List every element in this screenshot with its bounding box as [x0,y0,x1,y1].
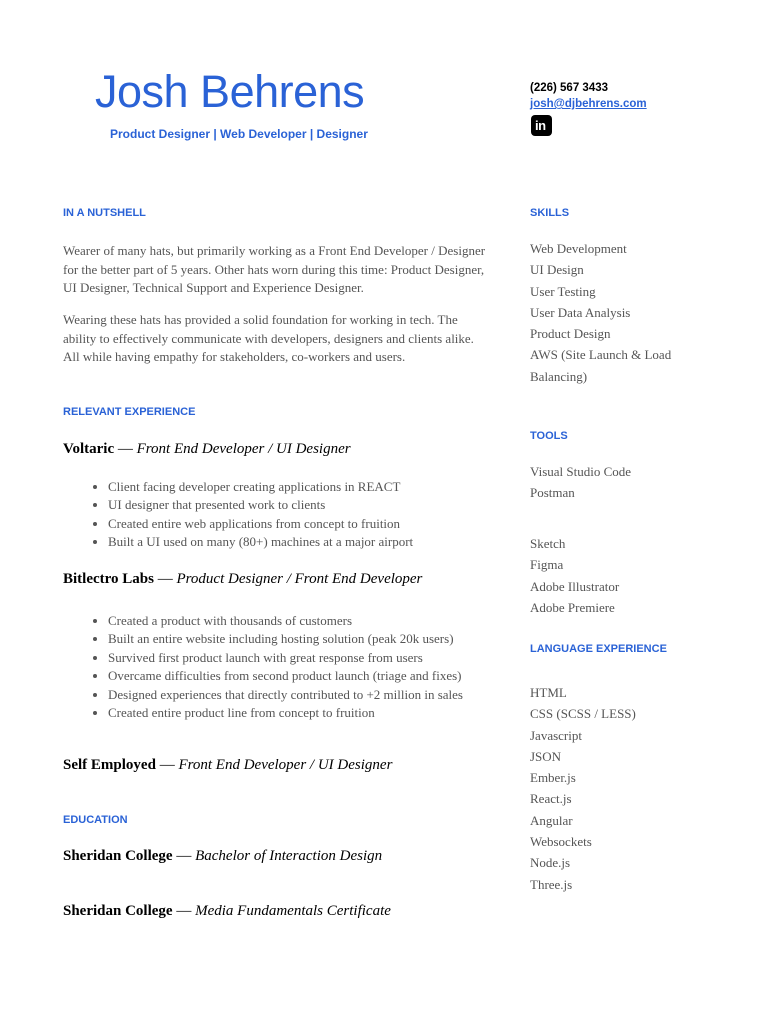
list-item: Visual Studio Code [530,464,632,479]
list-item: • Overcame difficulties from second product launch (triage and fixes) [108,667,463,685]
nutshell-paragraph-1: Wearer of many hats, but primarily working as a Front End Developer / Designer for the better part of 5 years. Other hats worn during this time: Product Designer, UI Designer, Technical Support and Experience Designer. [63,243,486,295]
list-item: Product Design [530,326,611,342]
section-heading-nutshell: IN A NUTSHELL [63,207,146,219]
list-item: Figma [530,557,564,573]
list-item: React.js [530,791,572,807]
list-item: HTML [530,685,567,700]
list-item: CSS (SCSS / LESS) [530,706,636,722]
education-entry: Sheridan College — Bachelor of Interaction Design [63,848,383,864]
list-item: • Designed experiences that directly contributed to +2 million in sales [108,686,463,704]
section-heading-experience: RELEVANT EXPERIENCE [63,406,196,418]
list-item: Three.js [530,876,573,892]
list-item: Angular [530,812,573,828]
email-link[interactable]: josh@djbehrens.com [530,98,647,110]
job-title-voltaric: Voltaric — Front End Developer / UI Designer [63,441,351,457]
list-item: • Survived first product launch with great response from users [108,649,463,667]
linkedin-icon[interactable] [531,115,552,136]
program-name: Bachelor of Interaction Design [195,848,383,864]
list-item: Node.js [530,855,571,871]
company-name: Voltaric [63,441,115,457]
resume-tagline: Product Designer | Web Developer | Designer [110,127,368,141]
list-item: UI Design [530,262,584,278]
list-item: • UI designer that presented work to clients [108,496,413,514]
list-item: • Built a UI used on many (80+) machines at a major airport [108,533,413,551]
school-name: Sheridan College [63,903,173,919]
section-heading-tools: TOOLS [530,430,568,442]
list-item: Adobe Premiere [530,599,615,615]
tools-list-editors [530,461,690,504]
section-heading-education: EDUCATION [63,814,128,826]
list-item: • Created a product with thousands of customers [108,612,463,630]
list-item: Adobe Illustrator [530,578,620,594]
list-item: Javascript [530,727,582,743]
job-title-self-employed: Self Employed — Front End Developer / UI Designer [63,757,393,773]
section-heading-languages: LANGUAGE EXPERIENCE [530,643,667,655]
resume-name: Josh Behrens [95,66,365,117]
section-heading-skills: SKILLS [530,207,570,219]
job-bullets-voltaric [63,478,413,552]
education-entry: Sheridan College — Media Fundamentals Certificate [63,903,391,919]
nutshell-paragraph-2: Wearing these hats has provided a solid foundation for working in tech. The ability to effectively communicate with developers, designers and clients alike. All while having empathy for stakeholders, co-workers and users. [63,312,474,364]
list-item: • Created entire web applications from concept to fruition [108,515,413,533]
list-item: JSON [530,748,562,764]
list-item: Sketch [530,536,566,551]
list-item: User Testing [530,283,596,299]
program-name: Media Fundamentals Certificate [195,903,391,919]
list-item: Web Development [530,241,627,256]
list-item: Ember.js [530,770,576,786]
company-name: Self Employed [63,757,156,773]
company-name: Bitlectro Labs [63,571,154,587]
list-item: User Data Analysis [530,304,631,320]
list-item: AWS (Site Launch & Load Balancing) [530,347,672,384]
skills-list [530,238,690,387]
list-item: Websockets [530,834,592,850]
list-item: • Built an entire website including hosting solution (peak 20k users) [108,630,463,648]
school-name: Sheridan College [63,848,173,864]
linkedin-glyph: in [535,118,546,133]
job-title-bitlectro: Bitlectro Labs — Product Designer / Front End Developer [63,571,423,587]
job-role: Front End Developer / UI Designer [136,441,351,457]
job-bullets-bitlectro [63,612,463,722]
list-item: • Client facing developer creating applications in REACT [108,478,413,496]
job-role: Front End Developer / UI Designer [178,757,393,773]
phone-number: (226) 567 3433 [530,82,609,94]
list-item: • Created entire product line from concept to fruition [108,704,463,722]
tools-list-design [530,533,690,618]
list-item: Postman [530,485,575,501]
languages-list [530,682,690,895]
contact-block [530,80,647,112]
job-role: Product Designer / Front End Developer [176,571,423,587]
